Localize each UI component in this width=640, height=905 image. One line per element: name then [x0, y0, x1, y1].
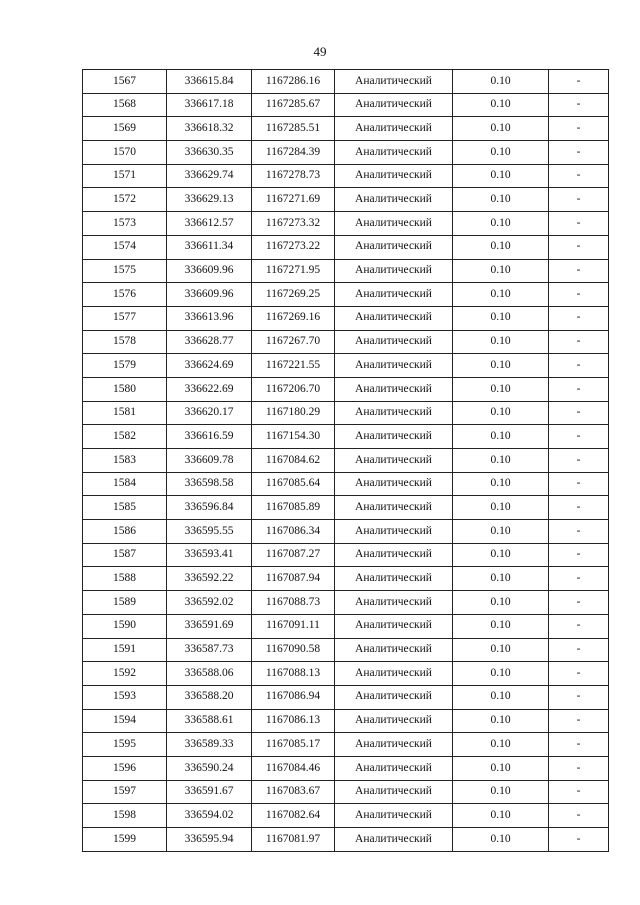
point-number-cell: 1567	[83, 70, 167, 94]
point-number-cell: 1581	[83, 401, 167, 425]
x-coordinate-cell: 336595.55	[167, 520, 252, 544]
method-cell: Аналитический	[335, 93, 453, 117]
note-cell: -	[549, 591, 609, 615]
x-coordinate-cell: 336617.18	[167, 93, 252, 117]
note-cell: -	[549, 330, 609, 354]
point-number-cell: 1599	[83, 828, 167, 852]
y-coordinate-cell: 1167221.55	[252, 354, 335, 378]
point-number-cell: 1597	[83, 780, 167, 804]
accuracy-cell: 0.10	[453, 283, 549, 307]
point-number-cell: 1594	[83, 709, 167, 733]
note-cell: -	[549, 377, 609, 401]
table-row	[83, 496, 609, 520]
point-number-cell: 1576	[83, 283, 167, 307]
x-coordinate-cell: 336594.02	[167, 804, 252, 828]
table-row	[83, 472, 609, 496]
accuracy-cell: 0.10	[453, 401, 549, 425]
x-coordinate-cell: 336593.41	[167, 543, 252, 567]
note-cell: -	[549, 425, 609, 449]
point-number-cell: 1579	[83, 354, 167, 378]
y-coordinate-cell: 1167285.67	[252, 93, 335, 117]
note-cell: -	[549, 141, 609, 165]
x-coordinate-cell: 336622.69	[167, 377, 252, 401]
x-coordinate-cell: 336592.02	[167, 591, 252, 615]
table-row	[83, 804, 609, 828]
table-row	[83, 306, 609, 330]
accuracy-cell: 0.10	[453, 259, 549, 283]
accuracy-cell: 0.10	[453, 804, 549, 828]
accuracy-cell: 0.10	[453, 354, 549, 378]
method-cell: Аналитический	[335, 306, 453, 330]
y-coordinate-cell: 1167273.22	[252, 235, 335, 259]
method-cell: Аналитический	[335, 662, 453, 686]
y-coordinate-cell: 1167085.64	[252, 472, 335, 496]
x-coordinate-cell: 336629.74	[167, 164, 252, 188]
y-coordinate-cell: 1167086.13	[252, 709, 335, 733]
y-coordinate-cell: 1167206.70	[252, 377, 335, 401]
note-cell: -	[549, 828, 609, 852]
y-coordinate-cell: 1167286.16	[252, 70, 335, 94]
table-row	[83, 756, 609, 780]
accuracy-cell: 0.10	[453, 330, 549, 354]
method-cell: Аналитический	[335, 377, 453, 401]
accuracy-cell: 0.10	[453, 709, 549, 733]
table-row	[83, 520, 609, 544]
point-number-cell: 1583	[83, 449, 167, 473]
point-number-cell: 1596	[83, 756, 167, 780]
x-coordinate-cell: 336589.33	[167, 733, 252, 757]
point-number-cell: 1591	[83, 638, 167, 662]
method-cell: Аналитический	[335, 354, 453, 378]
method-cell: Аналитический	[335, 235, 453, 259]
table-row	[83, 164, 609, 188]
table-row	[83, 709, 609, 733]
table-row	[83, 93, 609, 117]
table-row	[83, 141, 609, 165]
point-number-cell: 1590	[83, 614, 167, 638]
accuracy-cell: 0.10	[453, 685, 549, 709]
y-coordinate-cell: 1167084.46	[252, 756, 335, 780]
table-row	[83, 638, 609, 662]
table-row	[83, 401, 609, 425]
note-cell: -	[549, 709, 609, 733]
point-number-cell: 1575	[83, 259, 167, 283]
table-row	[83, 259, 609, 283]
point-number-cell: 1589	[83, 591, 167, 615]
note-cell: -	[549, 164, 609, 188]
x-coordinate-cell: 336591.69	[167, 614, 252, 638]
note-cell: -	[549, 93, 609, 117]
point-number-cell: 1569	[83, 117, 167, 141]
table-row	[83, 235, 609, 259]
accuracy-cell: 0.10	[453, 306, 549, 330]
table-row	[83, 212, 609, 236]
note-cell: -	[549, 614, 609, 638]
table-row	[83, 425, 609, 449]
x-coordinate-cell: 336616.59	[167, 425, 252, 449]
method-cell: Аналитический	[335, 212, 453, 236]
note-cell: -	[549, 662, 609, 686]
y-coordinate-cell: 1167085.89	[252, 496, 335, 520]
note-cell: -	[549, 520, 609, 544]
table-row	[83, 283, 609, 307]
x-coordinate-cell: 336618.32	[167, 117, 252, 141]
table-row	[83, 685, 609, 709]
method-cell: Аналитический	[335, 804, 453, 828]
method-cell: Аналитический	[335, 709, 453, 733]
x-coordinate-cell: 336629.13	[167, 188, 252, 212]
x-coordinate-cell: 336624.69	[167, 354, 252, 378]
accuracy-cell: 0.10	[453, 543, 549, 567]
x-coordinate-cell: 336609.96	[167, 283, 252, 307]
x-coordinate-cell: 336620.17	[167, 401, 252, 425]
y-coordinate-cell: 1167271.69	[252, 188, 335, 212]
accuracy-cell: 0.10	[453, 164, 549, 188]
y-coordinate-cell: 1167086.34	[252, 520, 335, 544]
accuracy-cell: 0.10	[453, 614, 549, 638]
accuracy-cell: 0.10	[453, 496, 549, 520]
method-cell: Аналитический	[335, 164, 453, 188]
x-coordinate-cell: 336612.57	[167, 212, 252, 236]
accuracy-cell: 0.10	[453, 212, 549, 236]
x-coordinate-cell: 336628.77	[167, 330, 252, 354]
accuracy-cell: 0.10	[453, 93, 549, 117]
point-number-cell: 1582	[83, 425, 167, 449]
method-cell: Аналитический	[335, 567, 453, 591]
x-coordinate-cell: 336630.35	[167, 141, 252, 165]
point-number-cell: 1588	[83, 567, 167, 591]
point-number-cell: 1573	[83, 212, 167, 236]
note-cell: -	[549, 804, 609, 828]
table-row	[83, 117, 609, 141]
method-cell: Аналитический	[335, 733, 453, 757]
method-cell: Аналитический	[335, 591, 453, 615]
accuracy-cell: 0.10	[453, 377, 549, 401]
method-cell: Аналитический	[335, 283, 453, 307]
method-cell: Аналитический	[335, 756, 453, 780]
y-coordinate-cell: 1167273.32	[252, 212, 335, 236]
page-number: 49	[313, 44, 327, 59]
y-coordinate-cell: 1167083.67	[252, 780, 335, 804]
y-coordinate-cell: 1167090.58	[252, 638, 335, 662]
accuracy-cell: 0.10	[453, 638, 549, 662]
point-number-cell: 1593	[83, 685, 167, 709]
point-number-cell: 1574	[83, 235, 167, 259]
method-cell: Аналитический	[335, 425, 453, 449]
note-cell: -	[549, 472, 609, 496]
method-cell: Аналитический	[335, 543, 453, 567]
y-coordinate-cell: 1167087.94	[252, 567, 335, 591]
method-cell: Аналитический	[335, 638, 453, 662]
point-number-cell: 1578	[83, 330, 167, 354]
accuracy-cell: 0.10	[453, 70, 549, 94]
x-coordinate-cell: 336592.22	[167, 567, 252, 591]
point-number-cell: 1580	[83, 377, 167, 401]
point-number-cell: 1598	[83, 804, 167, 828]
x-coordinate-cell: 336595.94	[167, 828, 252, 852]
accuracy-cell: 0.10	[453, 567, 549, 591]
method-cell: Аналитический	[335, 685, 453, 709]
accuracy-cell: 0.10	[453, 235, 549, 259]
point-number-cell: 1577	[83, 306, 167, 330]
note-cell: -	[549, 567, 609, 591]
accuracy-cell: 0.10	[453, 756, 549, 780]
note-cell: -	[549, 733, 609, 757]
point-number-cell: 1595	[83, 733, 167, 757]
note-cell: -	[549, 117, 609, 141]
method-cell: Аналитический	[335, 614, 453, 638]
note-cell: -	[549, 235, 609, 259]
accuracy-cell: 0.10	[453, 828, 549, 852]
accuracy-cell: 0.10	[453, 591, 549, 615]
y-coordinate-cell: 1167091.11	[252, 614, 335, 638]
method-cell: Аналитический	[335, 449, 453, 473]
y-coordinate-cell: 1167269.16	[252, 306, 335, 330]
table-row	[83, 70, 609, 94]
x-coordinate-cell: 336588.06	[167, 662, 252, 686]
y-coordinate-cell: 1167084.62	[252, 449, 335, 473]
note-cell: -	[549, 685, 609, 709]
x-coordinate-cell: 336609.96	[167, 259, 252, 283]
method-cell: Аналитический	[335, 141, 453, 165]
table-row	[83, 733, 609, 757]
y-coordinate-cell: 1167088.73	[252, 591, 335, 615]
table-row	[83, 828, 609, 852]
x-coordinate-cell: 336590.24	[167, 756, 252, 780]
coordinates-table-body	[83, 70, 609, 852]
accuracy-cell: 0.10	[453, 472, 549, 496]
note-cell: -	[549, 496, 609, 520]
point-number-cell: 1585	[83, 496, 167, 520]
note-cell: -	[549, 354, 609, 378]
table-row	[83, 614, 609, 638]
table-row	[83, 567, 609, 591]
note-cell: -	[549, 306, 609, 330]
y-coordinate-cell: 1167271.95	[252, 259, 335, 283]
note-cell: -	[549, 283, 609, 307]
method-cell: Аналитический	[335, 259, 453, 283]
note-cell: -	[549, 638, 609, 662]
x-coordinate-cell: 336611.34	[167, 235, 252, 259]
accuracy-cell: 0.10	[453, 117, 549, 141]
table-row	[83, 591, 609, 615]
table-row	[83, 354, 609, 378]
table-row	[83, 377, 609, 401]
y-coordinate-cell: 1167180.29	[252, 401, 335, 425]
accuracy-cell: 0.10	[453, 662, 549, 686]
table-row	[83, 662, 609, 686]
point-number-cell: 1592	[83, 662, 167, 686]
x-coordinate-cell: 336615.84	[167, 70, 252, 94]
y-coordinate-cell: 1167284.39	[252, 141, 335, 165]
note-cell: -	[549, 212, 609, 236]
accuracy-cell: 0.10	[453, 425, 549, 449]
x-coordinate-cell: 336596.84	[167, 496, 252, 520]
accuracy-cell: 0.10	[453, 449, 549, 473]
y-coordinate-cell: 1167082.64	[252, 804, 335, 828]
x-coordinate-cell: 336588.20	[167, 685, 252, 709]
y-coordinate-cell: 1167087.27	[252, 543, 335, 567]
point-number-cell: 1568	[83, 93, 167, 117]
method-cell: Аналитический	[335, 188, 453, 212]
y-coordinate-cell: 1167154.30	[252, 425, 335, 449]
y-coordinate-cell: 1167269.25	[252, 283, 335, 307]
accuracy-cell: 0.10	[453, 520, 549, 544]
note-cell: -	[549, 543, 609, 567]
note-cell: -	[549, 188, 609, 212]
point-number-cell: 1570	[83, 141, 167, 165]
method-cell: Аналитический	[335, 330, 453, 354]
y-coordinate-cell: 1167285.51	[252, 117, 335, 141]
method-cell: Аналитический	[335, 401, 453, 425]
y-coordinate-cell: 1167267.70	[252, 330, 335, 354]
x-coordinate-cell: 336598.58	[167, 472, 252, 496]
x-coordinate-cell: 336587.73	[167, 638, 252, 662]
method-cell: Аналитический	[335, 472, 453, 496]
accuracy-cell: 0.10	[453, 188, 549, 212]
table-row	[83, 449, 609, 473]
accuracy-cell: 0.10	[453, 141, 549, 165]
y-coordinate-cell: 1167086.94	[252, 685, 335, 709]
note-cell: -	[549, 756, 609, 780]
table-row	[83, 188, 609, 212]
x-coordinate-cell: 336588.61	[167, 709, 252, 733]
accuracy-cell: 0.10	[453, 780, 549, 804]
method-cell: Аналитический	[335, 520, 453, 544]
table-row	[83, 543, 609, 567]
method-cell: Аналитический	[335, 780, 453, 804]
method-cell: Аналитический	[335, 828, 453, 852]
note-cell: -	[549, 401, 609, 425]
y-coordinate-cell: 1167085.17	[252, 733, 335, 757]
note-cell: -	[549, 780, 609, 804]
point-number-cell: 1572	[83, 188, 167, 212]
method-cell: Аналитический	[335, 496, 453, 520]
accuracy-cell: 0.10	[453, 733, 549, 757]
point-number-cell: 1586	[83, 520, 167, 544]
table-row	[83, 780, 609, 804]
y-coordinate-cell: 1167088.13	[252, 662, 335, 686]
note-cell: -	[549, 449, 609, 473]
point-number-cell: 1571	[83, 164, 167, 188]
method-cell: Аналитический	[335, 70, 453, 94]
point-number-cell: 1584	[83, 472, 167, 496]
x-coordinate-cell: 336613.96	[167, 306, 252, 330]
method-cell: Аналитический	[335, 117, 453, 141]
x-coordinate-cell: 336591.67	[167, 780, 252, 804]
y-coordinate-cell: 1167081.97	[252, 828, 335, 852]
note-cell: -	[549, 70, 609, 94]
x-coordinate-cell: 336609.78	[167, 449, 252, 473]
table-row	[83, 330, 609, 354]
note-cell: -	[549, 259, 609, 283]
y-coordinate-cell: 1167278.73	[252, 164, 335, 188]
point-number-cell: 1587	[83, 543, 167, 567]
coordinates-table	[82, 69, 609, 852]
